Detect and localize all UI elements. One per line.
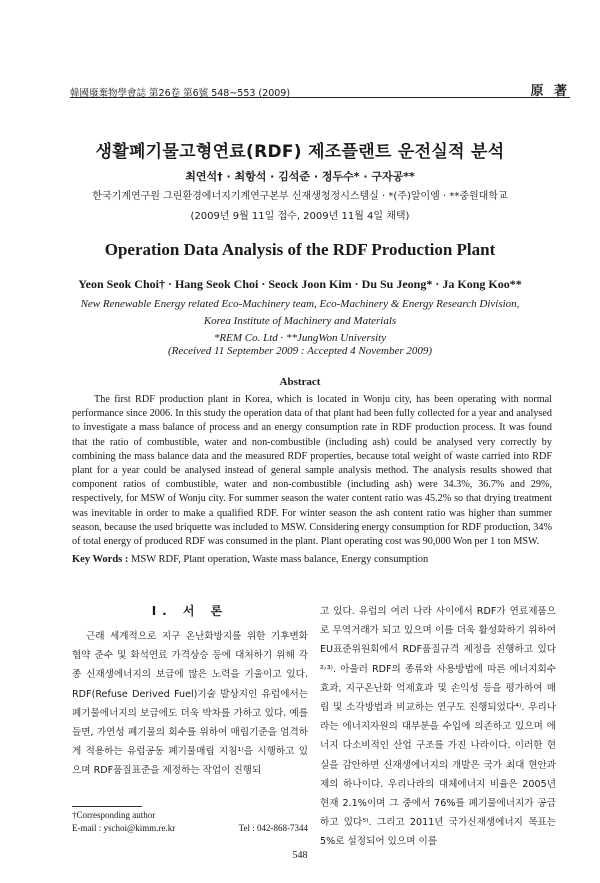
footnote xyxy=(72,809,308,835)
keywords-text: MSW RDF, Plant operation, Waste mass balance, Energy consumption xyxy=(128,554,429,565)
korean-received-dates: (2009년 9월 11일 접수, 2009년 11월 4일 채택) xyxy=(190,211,410,222)
body-paragraph: 근래 세계적으로 지구 온난화방지를 위한 기후변화 협약 준수 및 화석연료 가격상승 등에 대처하기 위해 각종 신재생에너지의 보급에 많은 노력을 기울이고 있다. RDF(Refuse Derived Fuel)기술 발상지인 유럽에서는 폐기물에너지의 보급에도 더욱 박차를 가하고 있다. 예를 들면, 가연성 폐기물의 회수를 위하여 매립기준을 엄격하게 적용하는 유럽공동 폐기물매립 지침¹⁾을 시행하고 있으며 RDF품질표준을 제정하는 작업이 진행되 xyxy=(72,631,308,777)
page-number: 548 xyxy=(292,850,308,861)
corresponding-author-label: †Corresponding author xyxy=(72,810,156,820)
journal-citation: 韓國廢棄物學會誌 第26卷 第6號 548~553 (2009) xyxy=(70,88,291,99)
footnote-divider xyxy=(72,806,142,807)
korean-authors: 최연석† · 최항석 · 김석준 · 정두수* · 구자공** xyxy=(185,170,415,183)
affiliation-line: *REM Co. Ltd · **JungWon University xyxy=(213,332,387,344)
affiliation-line: New Renewable Energy related Eco-Machinery team, Eco-Machinery & Energy Research Division, xyxy=(80,298,520,310)
affiliation-line: Korea Institute of Machinery and Materials xyxy=(203,315,397,327)
english-affiliations xyxy=(0,296,600,347)
author-phone: Tel : 042-868-7344 xyxy=(238,823,308,833)
english-authors: Yeon Seok Choi† · Hang Seok Choi · Seock Joon Kim · Du Su Jeong* · Ja Kong Koo** xyxy=(78,277,522,291)
section-heading: I. 서 론 xyxy=(151,604,229,618)
right-column xyxy=(320,602,556,852)
korean-title: 생활폐기물고형연료(RDF) 제조플랜트 운전실적 분석 xyxy=(95,142,505,162)
keywords xyxy=(72,554,552,565)
abstract-text: The first RDF production plant in Korea, which is located in Wonju city, has been operating with normal performance since 2006. In this study the operation data of that plant had been fully collected for a year and analysed to investigate a mass balance of process and an energy consumption rate in RDF production process. It was found that the ratio of combustible, water and non-combustible (including ash) could be analysed very correctly by combining the mass balance data and the measured RDF properties, because total weight of waste carried into RDF plant for a year could be analysed instead of general sample analysis method. The analysis results showed that component ratios of combustible, water and non-combustible (including ash) were 34.3%, 36.7% and 29%, respectively, for MSW of Wonju city. For summer season the water content ratio was 45.2% so that drying treatment was inevitable in order to make a qualified RDF. For winter season the ash content ratio was higher than summer season, because the used briquette was included to MSW. Considering energy consumption for RDF production, 34% of total energy of produced RDF was consumed in the plant. Plant operating cost was 90,000 Won per 1 ton MSW. xyxy=(72,394,552,548)
body-paragraph: 고 있다. 유럽의 여러 나라 사이에서 RDF가 연료제품으로 무역거래가 되고 있으며 이를 더욱 활성화하기 위하여 EU표준위원회에서 RDF품질규격 제정을 진행하고 있다²˒³⁾. 아울러 RDF의 종류와 사용방법에 따른 에너지회수효과, 지구온난화 억제효과 및 손익성 등을 평가하여 매립 및 소각방법과 비교하는 연구도 진행되었다⁴⁾. 우리나라는 에너지자원의 대부분을 수입에 의존하고 있으며 에너지 다소비적인 산업 구조를 가진 나라이다. 이러한 현실을 감안하면 신재생에너지의 개발은 국가 최대 현안과제의 하나이다. 우리나라의 대체에너지 비율은 2005년 현재 2.1%이며 그 중에서 76%를 폐기물에너지가 공급하고 있다⁵⁾. 그리고 2011년 국가신재생에너지 목표는 5%로 설정되어 있으며 이를 xyxy=(320,606,556,848)
author-email: E-mail : yschoi@kimm.re.kr xyxy=(72,823,176,833)
english-title: Operation Data Analysis of the RDF Production Plant xyxy=(104,240,496,259)
keywords-label: Key Words : xyxy=(72,554,129,565)
korean-affiliations: 한국기계연구원 그린환경에너지기계연구본부 신재생청정시스템실 · *(주)알이엠 · **중원대학교 xyxy=(92,191,508,202)
header-divider xyxy=(70,97,570,98)
abstract-heading: Abstract xyxy=(279,376,321,388)
english-received-dates: (Received 11 September 2009 : Accepted 4 November 2009) xyxy=(167,345,433,357)
article-type-label: 原 著 xyxy=(530,84,570,99)
left-column xyxy=(72,602,308,781)
